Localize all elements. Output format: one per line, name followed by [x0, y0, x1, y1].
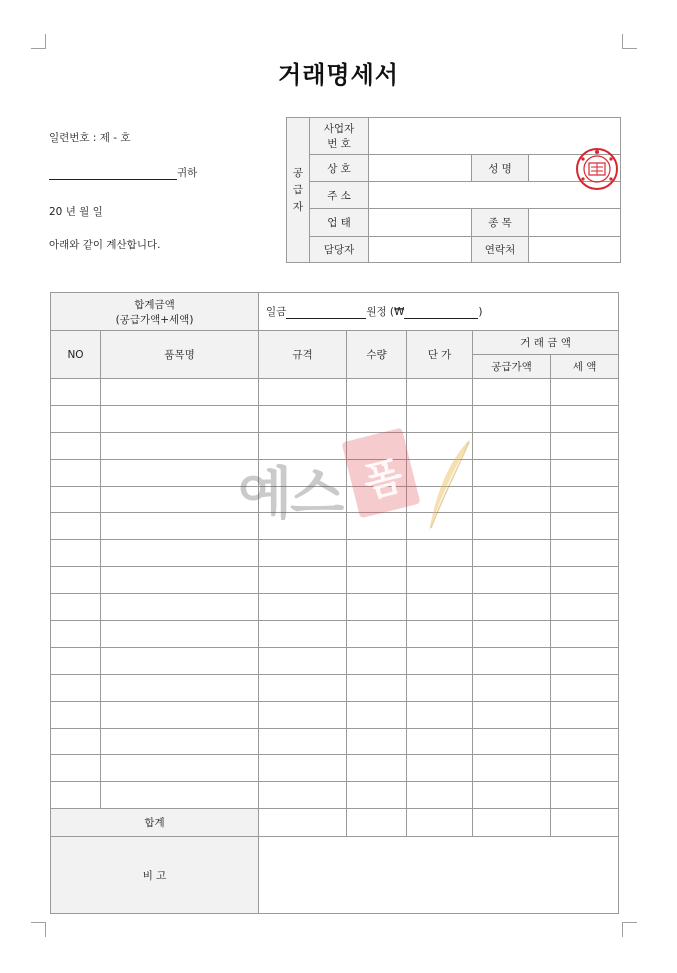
- item-cell-tax[interactable]: [551, 540, 619, 567]
- document-title: 거래명세서: [278, 61, 399, 89]
- item-cell-supply-value[interactable]: [473, 379, 551, 406]
- item-cell-no[interactable]: [51, 432, 101, 459]
- item-cell-unit-price[interactable]: [407, 459, 473, 486]
- contact-field[interactable]: [529, 237, 621, 263]
- item-cell-spec[interactable]: [259, 379, 347, 406]
- item-cell-spec[interactable]: [259, 594, 347, 621]
- total-amount-label-line1: 합계금액: [134, 298, 175, 311]
- amount-suffix: 원정 (₩: [366, 306, 405, 318]
- item-cell-unit-price[interactable]: [407, 674, 473, 701]
- item-cell-qty[interactable]: [347, 567, 407, 594]
- item-cell-supply-value[interactable]: [473, 405, 551, 432]
- item-cell-spec[interactable]: [259, 513, 347, 540]
- item-cell-spec[interactable]: [259, 755, 347, 782]
- manager-field[interactable]: [369, 237, 472, 263]
- item-cell-item[interactable]: [101, 486, 259, 513]
- item-cell-supply-value[interactable]: [473, 647, 551, 674]
- item-cell-item[interactable]: [101, 540, 259, 567]
- item-cell-unit-price[interactable]: [407, 782, 473, 809]
- amount-close: ): [478, 306, 483, 318]
- item-cell-unit-price[interactable]: [407, 379, 473, 406]
- watermark-text: 예스: [238, 462, 343, 527]
- item-cell-qty[interactable]: [347, 701, 407, 728]
- address-label: 주 소: [310, 182, 369, 209]
- item-cell-supply-value[interactable]: [473, 621, 551, 648]
- business-item-label: 종 목: [472, 209, 529, 237]
- item-row: [51, 728, 619, 755]
- item-cell-tax[interactable]: [551, 621, 619, 648]
- item-cell-tax[interactable]: [551, 782, 619, 809]
- item-cell-tax[interactable]: [551, 755, 619, 782]
- total-cell[interactable]: [259, 809, 347, 837]
- item-cell-unit-price[interactable]: [407, 405, 473, 432]
- total-amount-label-line2: (공급가액+세액): [115, 313, 194, 326]
- item-cell-item[interactable]: [101, 405, 259, 432]
- item-cell-spec[interactable]: [259, 674, 347, 701]
- item-cell-tax[interactable]: [551, 513, 619, 540]
- crop-mark-top-right: [622, 34, 637, 49]
- item-cell-no[interactable]: [51, 567, 101, 594]
- item-cell-no[interactable]: [51, 647, 101, 674]
- item-cell-spec[interactable]: [259, 728, 347, 755]
- item-cell-tax[interactable]: [551, 701, 619, 728]
- item-row: [51, 379, 619, 406]
- recipient-suffix: 귀하: [177, 167, 198, 179]
- item-cell-item[interactable]: [101, 782, 259, 809]
- item-row: [51, 782, 619, 809]
- item-cell-unit-price[interactable]: [407, 540, 473, 567]
- item-cell-unit-price[interactable]: [407, 513, 473, 540]
- item-cell-item[interactable]: [101, 728, 259, 755]
- item-cell-item[interactable]: [101, 647, 259, 674]
- item-cell-unit-price[interactable]: [407, 486, 473, 513]
- item-cell-item[interactable]: [101, 513, 259, 540]
- col-header-supply-value: 공급가액: [473, 355, 551, 379]
- item-cell-spec[interactable]: [259, 540, 347, 567]
- crop-mark-bottom-left: [31, 922, 46, 937]
- total-cell[interactable]: [473, 809, 551, 837]
- col-header-item: 품목명: [101, 331, 259, 379]
- item-cell-no[interactable]: [51, 594, 101, 621]
- statement-text: 아래와 같이 계산합니다.: [49, 239, 161, 251]
- company-label: 상 호: [310, 155, 369, 182]
- item-cell-tax[interactable]: [551, 594, 619, 621]
- item-cell-unit-price[interactable]: [407, 755, 473, 782]
- item-cell-supply-value[interactable]: [473, 459, 551, 486]
- item-cell-spec[interactable]: [259, 782, 347, 809]
- item-cell-supply-value[interactable]: [473, 540, 551, 567]
- item-row: [51, 621, 619, 648]
- item-cell-unit-price[interactable]: [407, 621, 473, 648]
- item-cell-qty[interactable]: [347, 540, 407, 567]
- supplier-side-char: 공: [292, 166, 304, 179]
- remarks-field[interactable]: [259, 837, 619, 914]
- item-cell-spec[interactable]: [259, 567, 347, 594]
- crop-mark-bottom-right: [622, 922, 637, 937]
- item-cell-unit-price[interactable]: [407, 594, 473, 621]
- total-amount-label: [51, 293, 259, 331]
- supplier-side-char: 자: [292, 200, 304, 213]
- business-number-label-line2: 번 호: [327, 138, 351, 150]
- item-cell-item[interactable]: [101, 755, 259, 782]
- item-cell-no[interactable]: [51, 540, 101, 567]
- item-cell-item[interactable]: [101, 567, 259, 594]
- item-cell-item[interactable]: [101, 674, 259, 701]
- item-cell-item[interactable]: [101, 379, 259, 406]
- item-cell-tax[interactable]: [551, 432, 619, 459]
- amount-number-blank[interactable]: [404, 308, 478, 319]
- total-row-label: 합계: [51, 809, 259, 837]
- item-cell-spec[interactable]: [259, 647, 347, 674]
- item-cell-unit-price[interactable]: [407, 567, 473, 594]
- item-row: [51, 594, 619, 621]
- item-cell-supply-value[interactable]: [473, 513, 551, 540]
- item-cell-qty[interactable]: [347, 486, 407, 513]
- item-row: [51, 647, 619, 674]
- item-row: [51, 540, 619, 567]
- item-cell-supply-value[interactable]: [473, 594, 551, 621]
- item-cell-tax[interactable]: [551, 405, 619, 432]
- items-table: [50, 292, 619, 914]
- item-cell-qty[interactable]: [347, 432, 407, 459]
- col-header-qty: 수량: [347, 331, 407, 379]
- item-cell-supply-value[interactable]: [473, 755, 551, 782]
- supplier-table: [286, 117, 621, 263]
- name-label: 성 명: [472, 155, 529, 182]
- item-cell-item[interactable]: [101, 701, 259, 728]
- item-cell-spec[interactable]: [259, 459, 347, 486]
- item-row: [51, 459, 619, 486]
- date-line: 20 년 월 일: [49, 206, 103, 218]
- item-cell-spec[interactable]: [259, 621, 347, 648]
- item-cell-tax[interactable]: [551, 567, 619, 594]
- supplier-side-char: 급: [292, 183, 304, 196]
- item-cell-unit-price[interactable]: [407, 432, 473, 459]
- item-cell-qty[interactable]: [347, 755, 407, 782]
- col-header-tax: 세 액: [551, 355, 619, 379]
- item-cell-tax[interactable]: [551, 728, 619, 755]
- seal-stamp-icon: [575, 147, 619, 191]
- remarks-label-text: 비 고: [142, 869, 167, 882]
- col-header-trade-amount: 거 래 금 액: [473, 331, 619, 355]
- item-cell-tax[interactable]: [551, 379, 619, 406]
- item-cell-no[interactable]: [51, 782, 101, 809]
- serial-number: 일련번호 : 제 - 호: [49, 132, 131, 144]
- item-cell-no[interactable]: [51, 486, 101, 513]
- item-cell-spec[interactable]: [259, 405, 347, 432]
- crop-mark-top-left: [31, 34, 46, 49]
- name-field[interactable]: [529, 155, 621, 182]
- supplier-side-label: [287, 118, 310, 263]
- business-number-label: [310, 118, 369, 155]
- item-row: [51, 567, 619, 594]
- item-row: [51, 755, 619, 782]
- item-cell-supply-value[interactable]: [473, 567, 551, 594]
- item-cell-qty[interactable]: [347, 405, 407, 432]
- item-cell-item[interactable]: [101, 459, 259, 486]
- item-cell-qty[interactable]: [347, 379, 407, 406]
- item-row: [51, 405, 619, 432]
- item-cell-no[interactable]: [51, 379, 101, 406]
- item-cell-qty[interactable]: [347, 459, 407, 486]
- item-cell-unit-price[interactable]: [407, 728, 473, 755]
- col-header-no: NO: [51, 331, 101, 379]
- remarks-label: [51, 837, 259, 914]
- item-row: [51, 513, 619, 540]
- item-cell-tax[interactable]: [551, 486, 619, 513]
- watermark-box-text: 폼: [358, 452, 408, 507]
- total-cell[interactable]: [551, 809, 619, 837]
- item-cell-qty[interactable]: [347, 594, 407, 621]
- item-row: [51, 432, 619, 459]
- item-cell-unit-price[interactable]: [407, 647, 473, 674]
- item-cell-qty[interactable]: [347, 647, 407, 674]
- recipient-blank[interactable]: [49, 169, 177, 180]
- item-cell-item[interactable]: [101, 621, 259, 648]
- total-amount-field[interactable]: [259, 293, 619, 331]
- item-cell-supply-value[interactable]: [473, 701, 551, 728]
- total-cell[interactable]: [407, 809, 473, 837]
- item-row: [51, 486, 619, 513]
- business-type-field[interactable]: [369, 209, 472, 237]
- item-cell-supply-value[interactable]: [473, 782, 551, 809]
- total-cell[interactable]: [347, 809, 407, 837]
- item-cell-spec[interactable]: [259, 432, 347, 459]
- amount-words-blank[interactable]: [286, 308, 366, 319]
- item-cell-no[interactable]: [51, 513, 101, 540]
- business-number-label-line1: 사업자: [323, 123, 355, 135]
- item-cell-no[interactable]: [51, 701, 101, 728]
- item-cell-spec[interactable]: [259, 701, 347, 728]
- recipient-line: [49, 165, 197, 180]
- item-cell-qty[interactable]: [347, 782, 407, 809]
- item-cell-unit-price[interactable]: [407, 701, 473, 728]
- item-cell-no[interactable]: [51, 674, 101, 701]
- item-cell-no[interactable]: [51, 459, 101, 486]
- contact-label: 연락처: [472, 237, 529, 263]
- business-type-label: 업 태: [310, 209, 369, 237]
- item-cell-qty[interactable]: [347, 728, 407, 755]
- col-header-spec: 규격: [259, 331, 347, 379]
- amount-prefix: 일금: [266, 306, 287, 318]
- col-header-unit-price: 단 가: [407, 331, 473, 379]
- item-cell-tax[interactable]: [551, 674, 619, 701]
- item-cell-supply-value[interactable]: [473, 728, 551, 755]
- item-row: [51, 701, 619, 728]
- item-rows: [51, 379, 619, 809]
- item-cell-spec[interactable]: [259, 486, 347, 513]
- item-cell-supply-value[interactable]: [473, 486, 551, 513]
- item-cell-item[interactable]: [101, 594, 259, 621]
- item-cell-no[interactable]: [51, 405, 101, 432]
- company-field[interactable]: [369, 155, 472, 182]
- item-cell-qty[interactable]: [347, 674, 407, 701]
- item-cell-supply-value[interactable]: [473, 674, 551, 701]
- item-cell-no[interactable]: [51, 728, 101, 755]
- item-cell-tax[interactable]: [551, 459, 619, 486]
- item-cell-supply-value[interactable]: [473, 432, 551, 459]
- manager-label: 담당자: [310, 237, 369, 263]
- item-cell-no[interactable]: [51, 621, 101, 648]
- item-cell-no[interactable]: [51, 755, 101, 782]
- business-item-field[interactable]: [529, 209, 621, 237]
- item-cell-qty[interactable]: [347, 621, 407, 648]
- item-row: [51, 674, 619, 701]
- item-cell-qty[interactable]: [347, 513, 407, 540]
- item-cell-tax[interactable]: [551, 647, 619, 674]
- item-cell-item[interactable]: [101, 432, 259, 459]
